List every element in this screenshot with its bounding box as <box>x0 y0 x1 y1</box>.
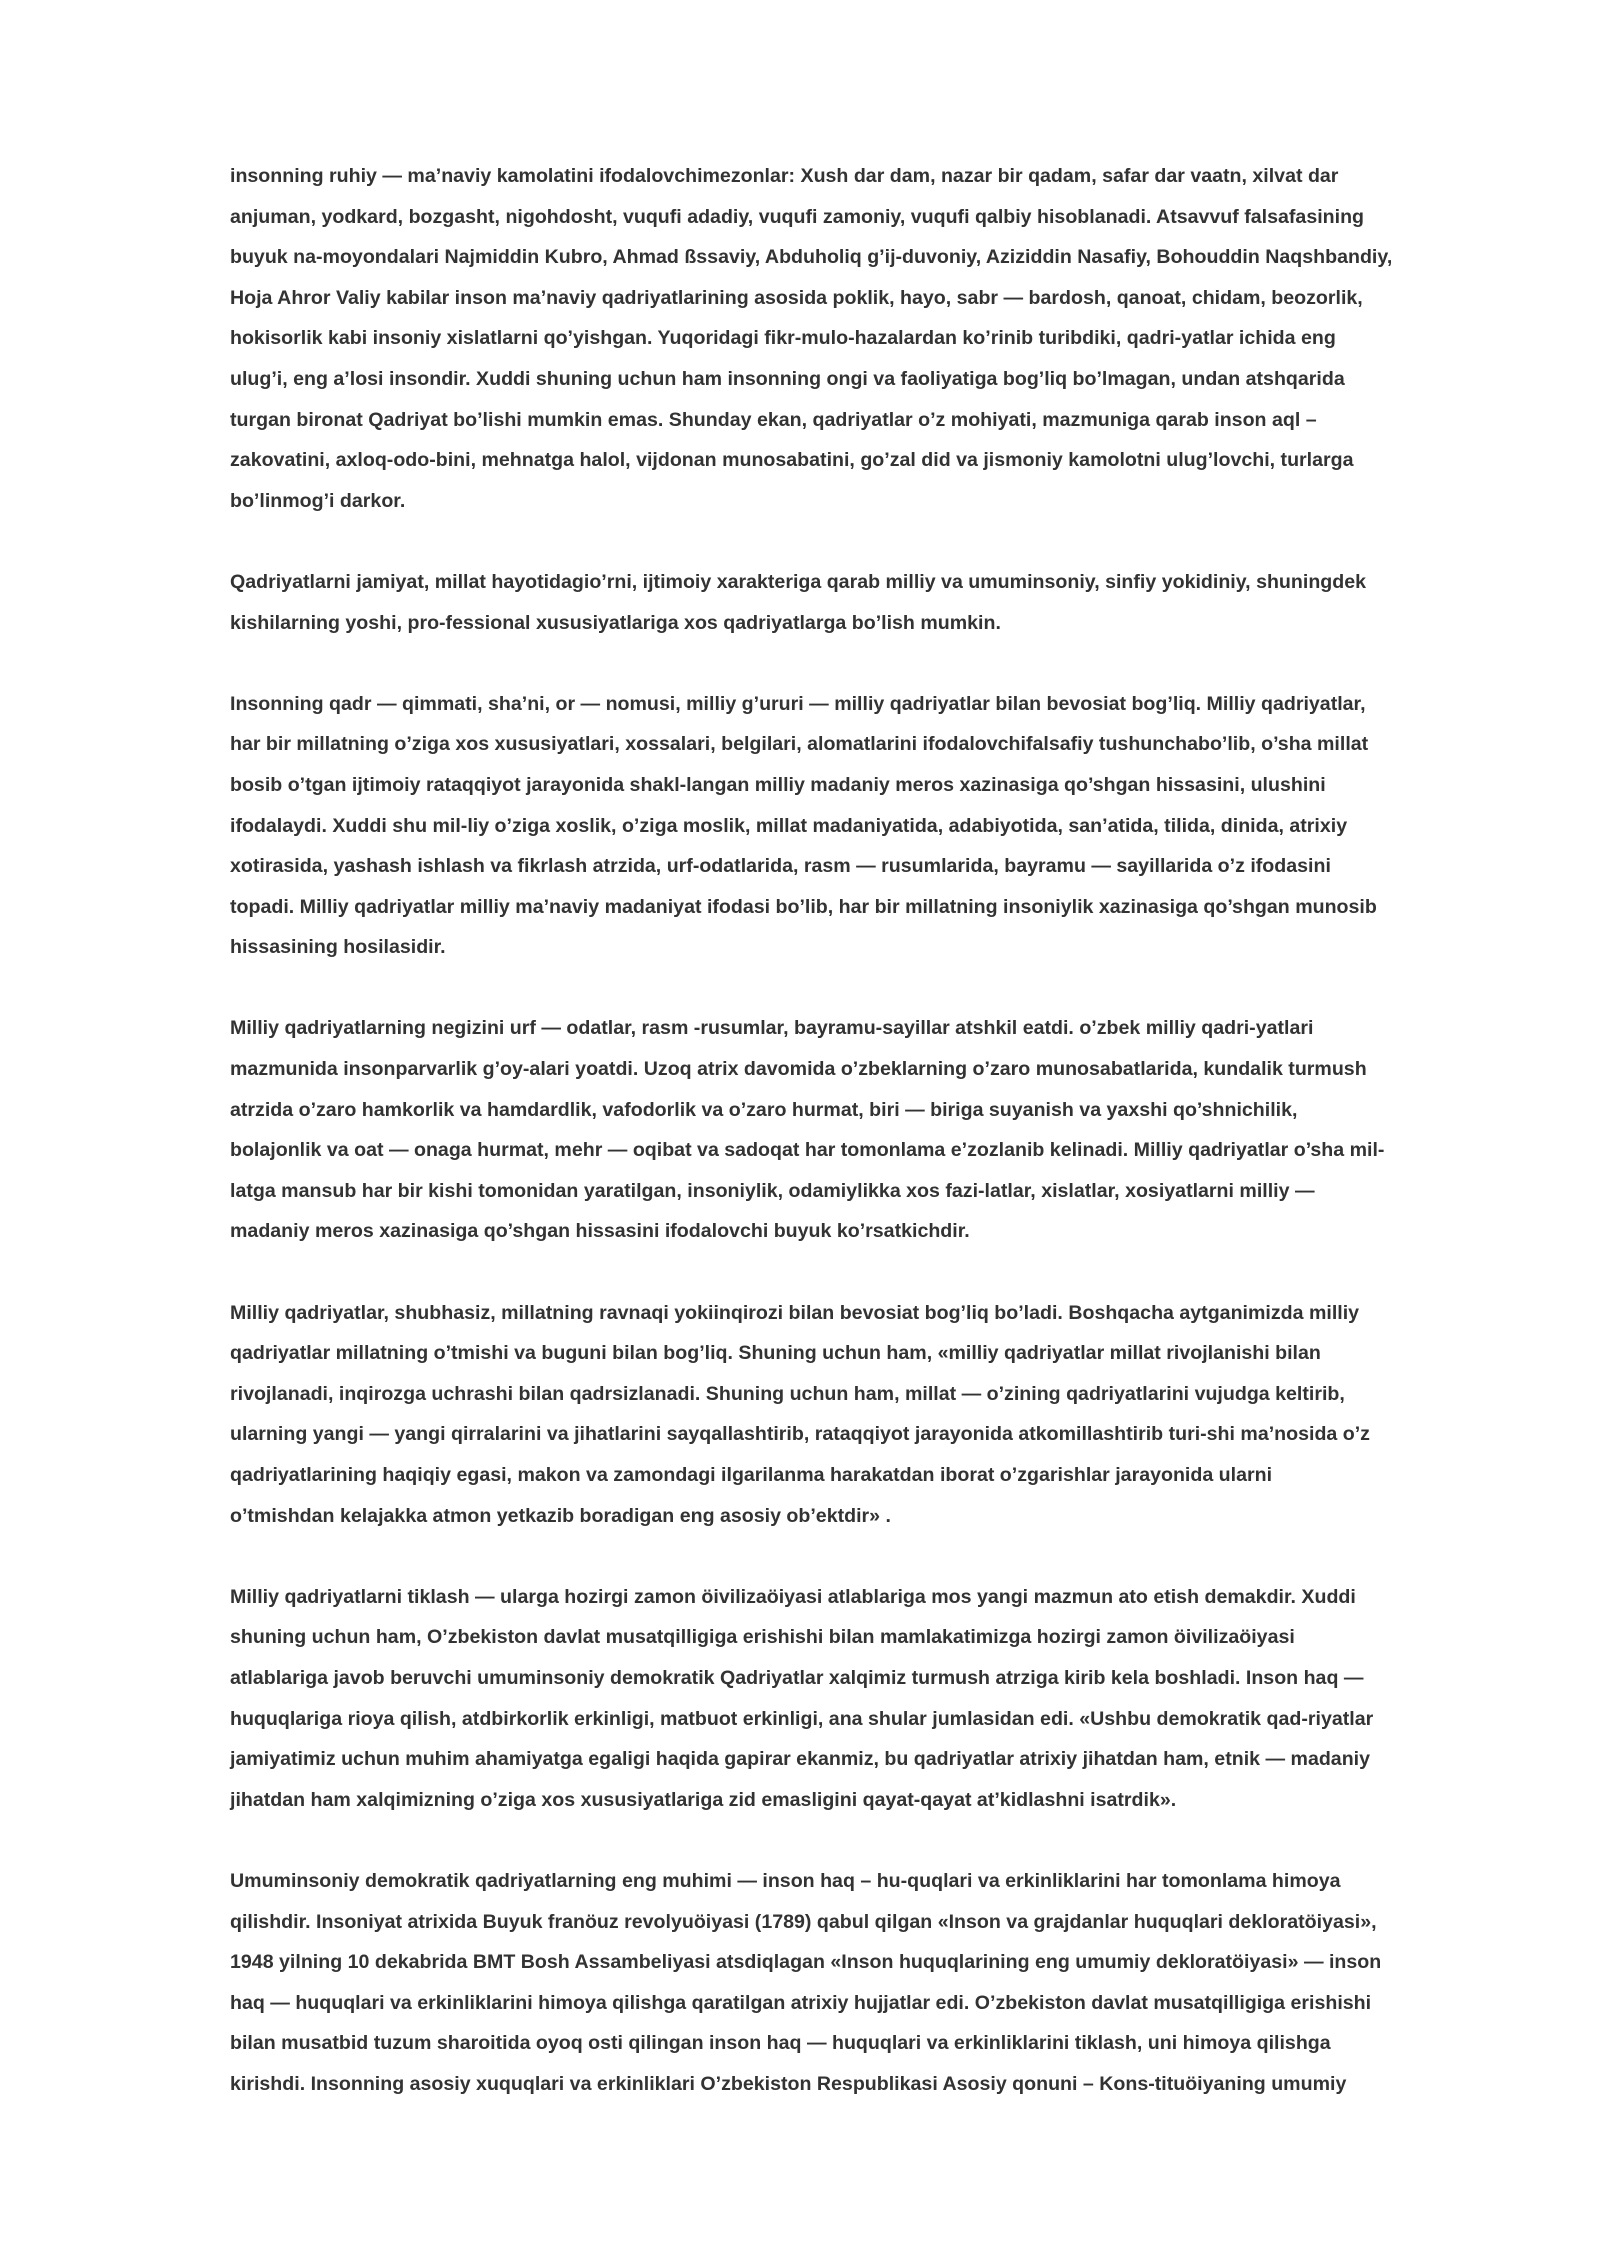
paragraph-1 <box>230 156 1495 521</box>
text-line: o’tmishdan kelajakka atmon yetkazib boradigan eng asosiy ob’ektdir» . <box>230 1504 891 1527</box>
text-line: Hoja Ahror Valiy kabilar inson ma’naviy qadriyatlarining asosida poklik, hayo, sabr — bardosh, qanoat, chidam, beozorlik, <box>230 286 1363 309</box>
paragraph-7 <box>230 1861 1495 2105</box>
text-line: bolajonlik va oat — onaga hurmat, mehr — oqibat va sadoqat har tomonlama e’zozlanib kelinadi. Milliy qadriyatlar o’sha mil- <box>230 1139 1385 1162</box>
text-line: Milliy qadriyatlarni tiklash — ularga hozirgi zamon öivilizaöiyasi atlablariga mos yangi mazmun ato etish demakdir. Xuddi <box>230 1585 1356 1608</box>
text-line: latga mansub har bir kishi tomonidan yaratilgan, insoniylik, odamiylikka xos fazi-latlar, xislatlar, xosiyatlarni milliy — <box>230 1179 1315 1202</box>
text-line: Insonning qadr — qimmati, sha’ni, or — nomusi, milliy g’ururi — milliy qadriyatlar bilan bevosiat bog’liq. Milliy qadriyatlar, <box>230 692 1366 715</box>
text-line: ulug’i, eng a’losi insondir. Xuddi shuning uchun ham insonning ongi va faoliyatiga bog’liq bo’lmagan, undan atshqarida <box>230 367 1345 390</box>
text-line: Qadriyatlarni jamiyat, millat hayotidagio’rni, ijtimoiy xarakteriga qarab milliy va umuminsoniy, sinfiy yokidiniy, shuningdek <box>230 570 1367 593</box>
text-line: jamiyatimiz uchun muhim ahamiyatga egaligi haqida gapirar ekanmiz, bu qadriyatlar atrixiy jihatdan ham, etnik — madaniy <box>230 1748 1371 1771</box>
text-line: jihatdan ham xalqimizning o’ziga xos xususiyatlariga zid emasligini qayat-qayat at’kidlashni isatrdik». <box>230 1788 1177 1811</box>
text-line: atrzida o’zaro hamkorlik va hamdardlik, vafodorlik va o’zaro hurmat, biri — biriga suyanish va yaxshi qo’shnichilik, <box>230 1098 1298 1121</box>
text-line: Milliy qadriyatlarning negizini urf — odatlar, rasm -rusumlar, bayramu-sayillar atshkil eatdi. o’zbek milliy qadri-yatlari <box>230 1017 1314 1040</box>
text-line: ularning yangi — yangi qirralarini va jihatlarini sayqallashtirib, rataqqiyot jarayonida atkomillashtirib turi-shi ma’nosida o’z <box>230 1423 1370 1446</box>
text-line: topadi. Milliy qadriyatlar milliy ma’naviy madaniyat ifodasi bo’lib, har bir millatning insoniylik xazinasiga qo’shgan munosib <box>230 895 1377 918</box>
text-line: madaniy meros xazinasiga qo’shgan hissasini ifodalovchi buyuk ko’rsatkichdir. <box>230 1220 970 1243</box>
text-line: bilan musatbid tuzum sharoitida oyoq osti qilingan inson haq — huquqlari va erkinliklarini tiklash, uni himoya qilishga <box>230 2032 1331 2055</box>
document-page <box>230 156 1495 2105</box>
text-line: 1948 yilning 10 dekabrida BMT Bosh Assambeliyasi atsdiqlagan «Inson huquqlarining eng umumiy dekloratöiyasi» — inson <box>230 1951 1382 1974</box>
text-line: buyuk na-moyondalari Najmiddin Kubro, Ahmad ßssaviy, Abduholiq g’ij-duvoniy, Aziziddin Nasafiy, Bohouddin Naqshbandiy, <box>230 246 1393 269</box>
text-line: har bir millatning o’ziga xos xususiyatlari, xossalari, belgilari, alomatlarini ifodalovchifalsafiy tushunchabo’lib, o’sha millat <box>230 733 1369 756</box>
text-line: bo’linmog’i darkor. <box>230 489 406 512</box>
text-line: insonning ruhiy — ma’naviy kamolatini ifodalovchimezonlar: Xush dar dam, nazar bir qadam, safar dar vaatn, xilvat dar <box>230 165 1339 187</box>
text-line: ifodalaydi. Xuddi shu mil-liy o’ziga xoslik, o’ziga moslik, millat madaniyatida, adabiyotida, san’atida, tilida, dinida, atrixiy <box>230 814 1348 837</box>
text-line: Umuminsoniy demokratik qadriyatlarning eng muhimi — inson haq – hu-quqlari va erkinliklarini har tomonlama himoya <box>230 1869 1341 1892</box>
text-line: mazmunida insonparvarlik g’oy-alari yoatdi. Uzoq atrix davomida o’zbeklarning o’zaro munosabatlarida, kundalik turmush <box>230 1058 1367 1081</box>
text-line: huquqlariga rioya qilish, atdbirkorlik erkinligi, matbuot erkinligi, ana shular jumlasidan edi. «Ushbu demokratik qad-riyatlar <box>230 1707 1374 1730</box>
text-line: qadriyatlar millatning o’tmishi va buguni bilan bog’liq. Shuning uchun ham, «milliy qadriyatlar millat rivojlanishi bilan <box>230 1342 1321 1365</box>
text-line: zakovatini, axloq-odo-bini, mehnatga halol, vijdonan munosabatini, go’zal did va jismoniy kamolotni ulug’lovchi, turlarga <box>230 449 1354 472</box>
text-line: kishilarning yoshi, pro-fessional xususiyatlariga xos qadriyatlarga bo’lish mumkin. <box>230 611 1001 634</box>
text-line: xotirasida, yashash ishlash va fikrlash atrzida, urf-odatlarida, rasm — rusumlarida, bayramu — sayillarida o’z ifodasini <box>230 855 1331 878</box>
paragraph-2 <box>230 562 1495 643</box>
text-line: qilishdir. Insoniyat atrixida Buyuk franöuz revolyuöiyasi (1789) qabul qilgan «Inson va grajdanlar huquqlari dekloratöiyasi», <box>230 1910 1377 1933</box>
text-line: turgan bironat Qadriyat bo’lishi mumkin emas. Shunday ekan, qadriyatlar o’z mohiyati, mazmuniga qarab inson aql – <box>230 408 1317 431</box>
text-line: hissasining hosilasidir. <box>230 936 446 959</box>
text-line: rivojlanadi, inqirozga uchrashi bilan qadrsizlanadi. Shuning uchun ham, millat — o’zining qadriyatlarini vujudga keltirib, <box>230 1382 1345 1405</box>
text-line: shuning uchun ham, O’zbekiston davlat musatqilligiga erishishi bilan mamlakatimizga hozirgi zamon öivilizaöiyasi <box>230 1626 1295 1649</box>
paragraph-6 <box>230 1577 1495 1821</box>
text-line: Milliy qadriyatlar, shubhasiz, millatning ravnaqi yokiinqirozi bilan bevosiat bog’liq bo’ladi. Boshqacha aytganimizda milliy <box>230 1301 1360 1324</box>
text-line: hokisorlik kabi insoniy xislatlarni qo’yishgan. Yuqoridagi fikr-mulo-hazalardan ko’rinib turibdiki, qadri-yatlar ichida eng <box>230 327 1336 350</box>
text-line: atlablariga javob beruvchi umuminsoniy demokratik Qadriyatlar xalqimiz turmush atrziga kirib kela boshladi. Inson haq — <box>230 1666 1364 1689</box>
paragraph-3 <box>230 684 1495 968</box>
paragraph-4 <box>230 1008 1495 1252</box>
text-line: anjuman, yodkard, bozgasht, nigohdosht, vuqufi adadiy, vuqufi zamoniy, vuqufi qalbiy hisoblanadi. Atsavvuf falsafasining <box>230 205 1365 228</box>
text-line: bosib o’tgan ijtimoiy rataqqiyot jarayonida shakl-langan milliy madaniy meros xazinasiga qo’shgan hissasini, ulushini <box>230 773 1326 796</box>
paragraph-5 <box>230 1293 1495 1537</box>
text-line: haq — huquqlari va erkinliklarini himoya qilishga qaratilgan atrixiy hujjatlar edi. O’zbekiston davlat musatqilligiga erishishi <box>230 1991 1372 2014</box>
text-line: kirishdi. Insonning asosiy xuquqlari va erkinliklari O’zbekiston Respublikasi Asosiy qonuni – Kons-tituöiyaning umumiy <box>230 2072 1347 2095</box>
text-line: qadriyatlarining haqiqiy egasi, makon va zamondagi ilgarilanma harakatdan iborat o’zgarishlar jarayonida ularni <box>230 1464 1273 1486</box>
